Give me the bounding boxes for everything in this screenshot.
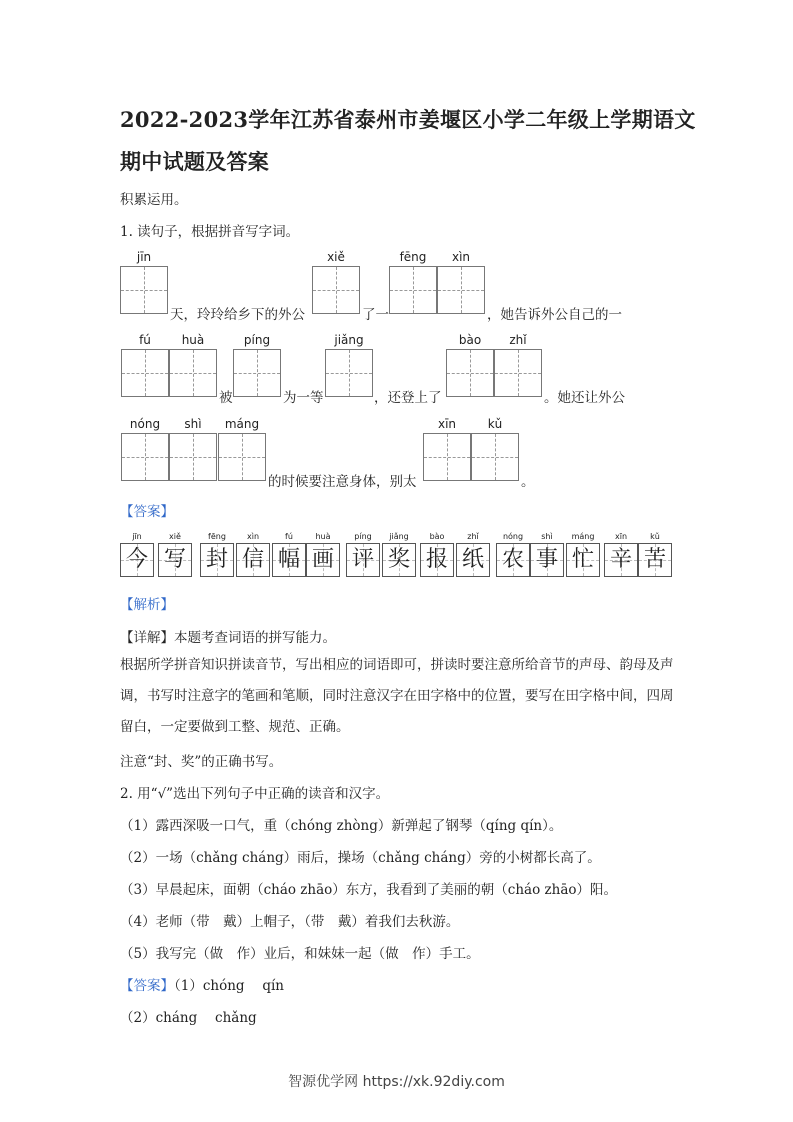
answer-pinyin: shì	[541, 532, 553, 541]
answer-pinyin: xìn	[246, 532, 260, 541]
document-title-line-2: 期中试题及答案	[120, 149, 270, 174]
answer-pinyin: fú	[285, 532, 293, 541]
footer-watermark: 智源优学网 https://xk.92diy.com	[288, 1074, 505, 1090]
q2-answer-label: 【答案】	[120, 978, 174, 994]
sentence-fragment: 。	[521, 474, 535, 490]
pinyin-label: kǔ	[487, 417, 503, 431]
answer-char: 忙	[571, 547, 594, 572]
analysis-label: 【解析】	[120, 597, 174, 613]
answer-char-box	[120, 543, 154, 577]
q2-item: （1）露西深吸一口气，重（chóng zhòng）新弹起了钢琴（qíng qín）。	[120, 818, 563, 834]
answer-pinyin: píng	[354, 532, 372, 541]
tianzige-box[interactable]	[169, 433, 217, 481]
detail-line	[120, 626, 336, 646]
tianzige-box[interactable]	[423, 433, 471, 481]
answer-label: 【答案】	[120, 504, 174, 520]
answer-char: 苦	[643, 547, 666, 572]
answer-char-box	[638, 543, 672, 577]
answer-char-box	[456, 543, 490, 577]
answer-char: 奖	[387, 547, 410, 572]
tianzige-box[interactable]	[437, 266, 485, 314]
detail-label: 【详解】	[120, 630, 174, 646]
q2-answer: （1）chóng qín	[174, 978, 285, 994]
tianzige-box[interactable]	[389, 266, 437, 314]
tianzige-box[interactable]	[121, 349, 169, 397]
answer-char: 辛	[609, 547, 632, 572]
answer-pinyin: huà	[315, 532, 331, 541]
answer-char: 封	[205, 547, 228, 572]
answer-char: 农	[501, 547, 524, 572]
answer-pinyin: nóng	[502, 532, 524, 541]
section-heading: 积累运用。	[120, 192, 188, 208]
sentence-fragment: 。她还让外公	[544, 390, 625, 406]
pinyin-label: píng	[243, 333, 271, 347]
pinyin-label: huà	[181, 333, 205, 347]
sentence-fragment: ，她告诉外公自己的一	[487, 307, 622, 323]
q2-item: （2）一场（chǎng cháng）雨后，操场（chǎng cháng）旁的小树都长高了。	[120, 850, 601, 866]
pinyin-label: jiǎng	[334, 333, 364, 347]
answer-char: 事	[535, 547, 558, 572]
question-2-prompt: 2. 用“√”选出下列句子中正确的读音和汉字。	[120, 786, 390, 802]
sentence-fragment: 被	[219, 390, 233, 406]
tianzige-box[interactable]	[218, 433, 266, 481]
answer-char-box	[236, 543, 270, 577]
pinyin-label: xìn	[451, 250, 471, 264]
tianzige-box[interactable]	[169, 349, 217, 397]
answer-char: 今	[125, 547, 148, 572]
answer-pinyin: zhǐ	[467, 532, 479, 541]
answer-char-box	[566, 543, 600, 577]
writing-note: 注意“封、奖”的正确书写。	[120, 754, 283, 770]
q2-item: （4）老师（带 戴）上帽子，（带 戴）着我们去秋游。	[120, 914, 460, 930]
tianzige-box[interactable]	[121, 433, 169, 481]
pinyin-label: shì	[184, 417, 202, 431]
q2-answer-line-2: （2）cháng chǎng	[120, 1010, 257, 1026]
answer-pinyin: bào	[429, 532, 445, 541]
pinyin-label: máng	[224, 417, 260, 431]
answer-pinyin: kǔ	[650, 532, 660, 541]
answer-char: 信	[241, 547, 264, 572]
pinyin-label: fēng	[399, 250, 427, 264]
answer-char: 报	[425, 547, 448, 572]
tianzige-box[interactable]	[494, 349, 542, 397]
answer-char-box	[496, 543, 530, 577]
tianzige-box[interactable]	[233, 349, 281, 397]
q2-item: （5）我写完（做 作）业后，和妹妹一起（做 作）手工。	[120, 946, 480, 962]
sentence-fragment: 了一	[362, 307, 389, 323]
pinyin-label: nóng	[129, 417, 161, 431]
sentence-fragment: 的时候要注意身体，别太	[268, 474, 417, 490]
answer-char-box	[272, 543, 306, 577]
pinyin-label: zhǐ	[509, 333, 527, 347]
answer-char-box	[346, 543, 380, 577]
answer-char: 纸	[461, 547, 484, 572]
sentence-fragment: ，还登上了	[374, 390, 442, 406]
answer-char: 写	[163, 547, 186, 572]
pinyin-label: xīn	[437, 417, 457, 431]
tianzige-box[interactable]	[120, 266, 168, 314]
answer-pinyin: jīn	[132, 532, 142, 541]
tianzige-box[interactable]	[312, 266, 360, 314]
sentence-fragment: 为一等	[283, 390, 324, 406]
pinyin-label: xiě	[327, 250, 345, 264]
answer-char-box	[158, 543, 192, 577]
tianzige-box[interactable]	[471, 433, 519, 481]
question-1-prompt: 1. 读句子，根据拼音写字词。	[120, 224, 300, 240]
sentence-fragment: 天，玲玲给乡下的外公	[170, 307, 305, 323]
answer-char: 评	[351, 547, 374, 572]
answer-pinyin: xiě	[169, 532, 181, 541]
answer-char-box	[420, 543, 454, 577]
pinyin-label: bào	[458, 333, 482, 347]
tianzige-box[interactable]	[325, 349, 373, 397]
detail-text: 本题考查词语的拼写能力。	[174, 630, 336, 646]
pinyin-label: fú	[139, 333, 151, 347]
answer-pinyin: jiǎng	[389, 532, 409, 541]
answer-char: 幅	[277, 547, 300, 572]
q2-answer-line-1	[120, 974, 284, 994]
answer-char-box	[382, 543, 416, 577]
answer-char: 画	[311, 547, 334, 572]
answer-pinyin: fēng	[208, 532, 226, 541]
explanation-paragraph: 根据所学拼音知识拼读音节，写出相应的词语即可，拼读时要注意所给音节的声母、韵母及声调，书写时注意字的笔画和笔顺，同时注意汉字在田字格中的位置，要写在田字格中间，四周留白，一定要做到工整、规范、正确。	[120, 657, 674, 735]
answer-pinyin: xīn	[614, 532, 628, 541]
document-title-line-1: 2022-2023学年江苏省泰州市姜堰区小学二年级上学期语文	[120, 107, 696, 132]
tianzige-box[interactable]	[446, 349, 494, 397]
answer-char-box	[200, 543, 234, 577]
answer-char-box	[604, 543, 638, 577]
answer-char-box	[306, 543, 340, 577]
pinyin-label: jīn	[136, 250, 152, 264]
answer-char-box	[530, 543, 564, 577]
q2-item: （3）早晨起床，面朝（cháo zhāo）东方，我看到了美丽的朝（cháo zhāo）阳。	[120, 882, 618, 898]
answer-pinyin: máng	[571, 532, 595, 541]
